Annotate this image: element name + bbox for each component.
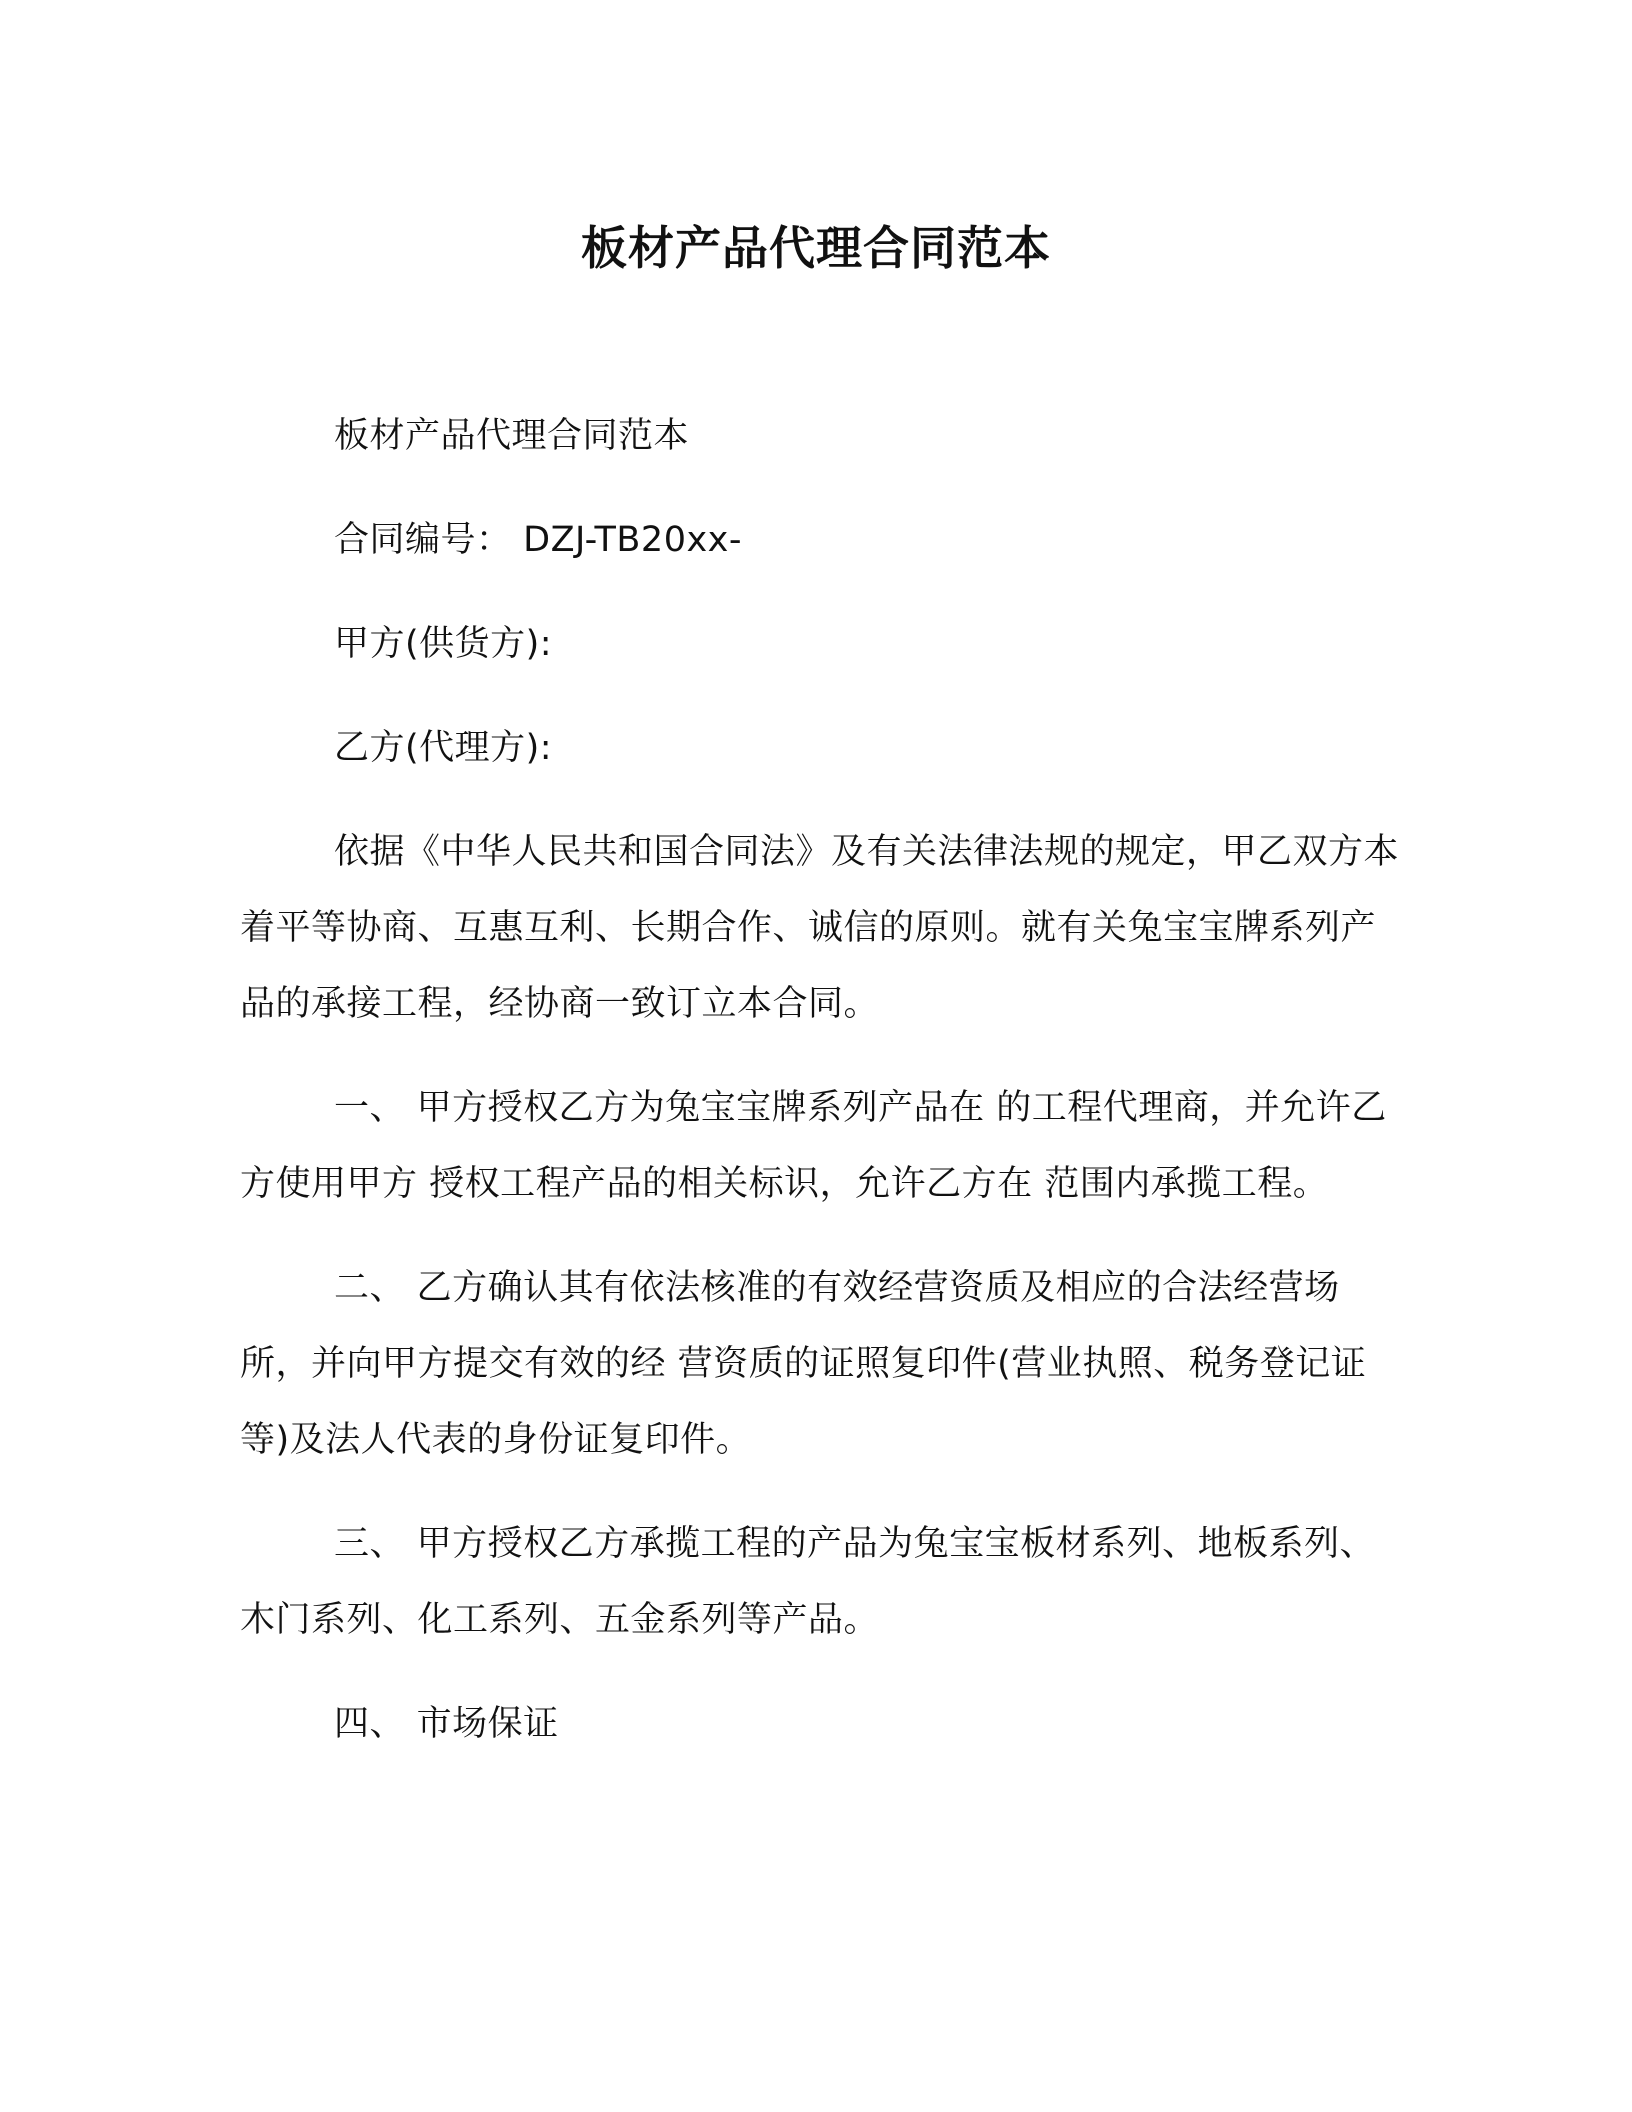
document-title: 板材产品代理合同范本	[581, 221, 1051, 275]
preamble-paragraph: 依据《中华人民共和国合同法》及有关法律法规的规定，甲乙双方本着平等协商、互惠互利、长期合作、诚信的原则。就有关兔宝宝牌系列产品的承接工程，经协商一致订立本合同。	[240, 832, 1400, 1024]
subtitle-paragraph: 板材产品代理合同范本	[334, 416, 690, 456]
clause-3-paragraph: 三、 甲方授权乙方承揽工程的产品为兔宝宝板材系列、地板系列、木门系列、化工系列、五金系列等产品。	[240, 1524, 1376, 1640]
document-body	[240, 398, 1408, 1762]
contract-number-paragraph: 合同编号： DZJ-TB20xx-	[334, 520, 743, 560]
party-a-paragraph: 甲方(供货方):	[334, 624, 553, 664]
clause-2-paragraph: 二、 乙方确认其有依法核准的有效经营资质及相应的合法经营场所，并向甲方提交有效的经 营资质的证照复印件(营业执照、税务登记证等)及法人代表的身份证复印件。	[240, 1268, 1367, 1460]
party-b-paragraph: 乙方(代理方):	[334, 728, 553, 768]
clause-4-paragraph: 四、 市场保证	[334, 1704, 559, 1744]
clause-1-paragraph: 一、 甲方授权乙方为兔宝宝牌系列产品在 的工程代理商，并允许乙方使用甲方 授权工程产品的相关标识，允许乙方在 范围内承揽工程。	[240, 1088, 1387, 1204]
